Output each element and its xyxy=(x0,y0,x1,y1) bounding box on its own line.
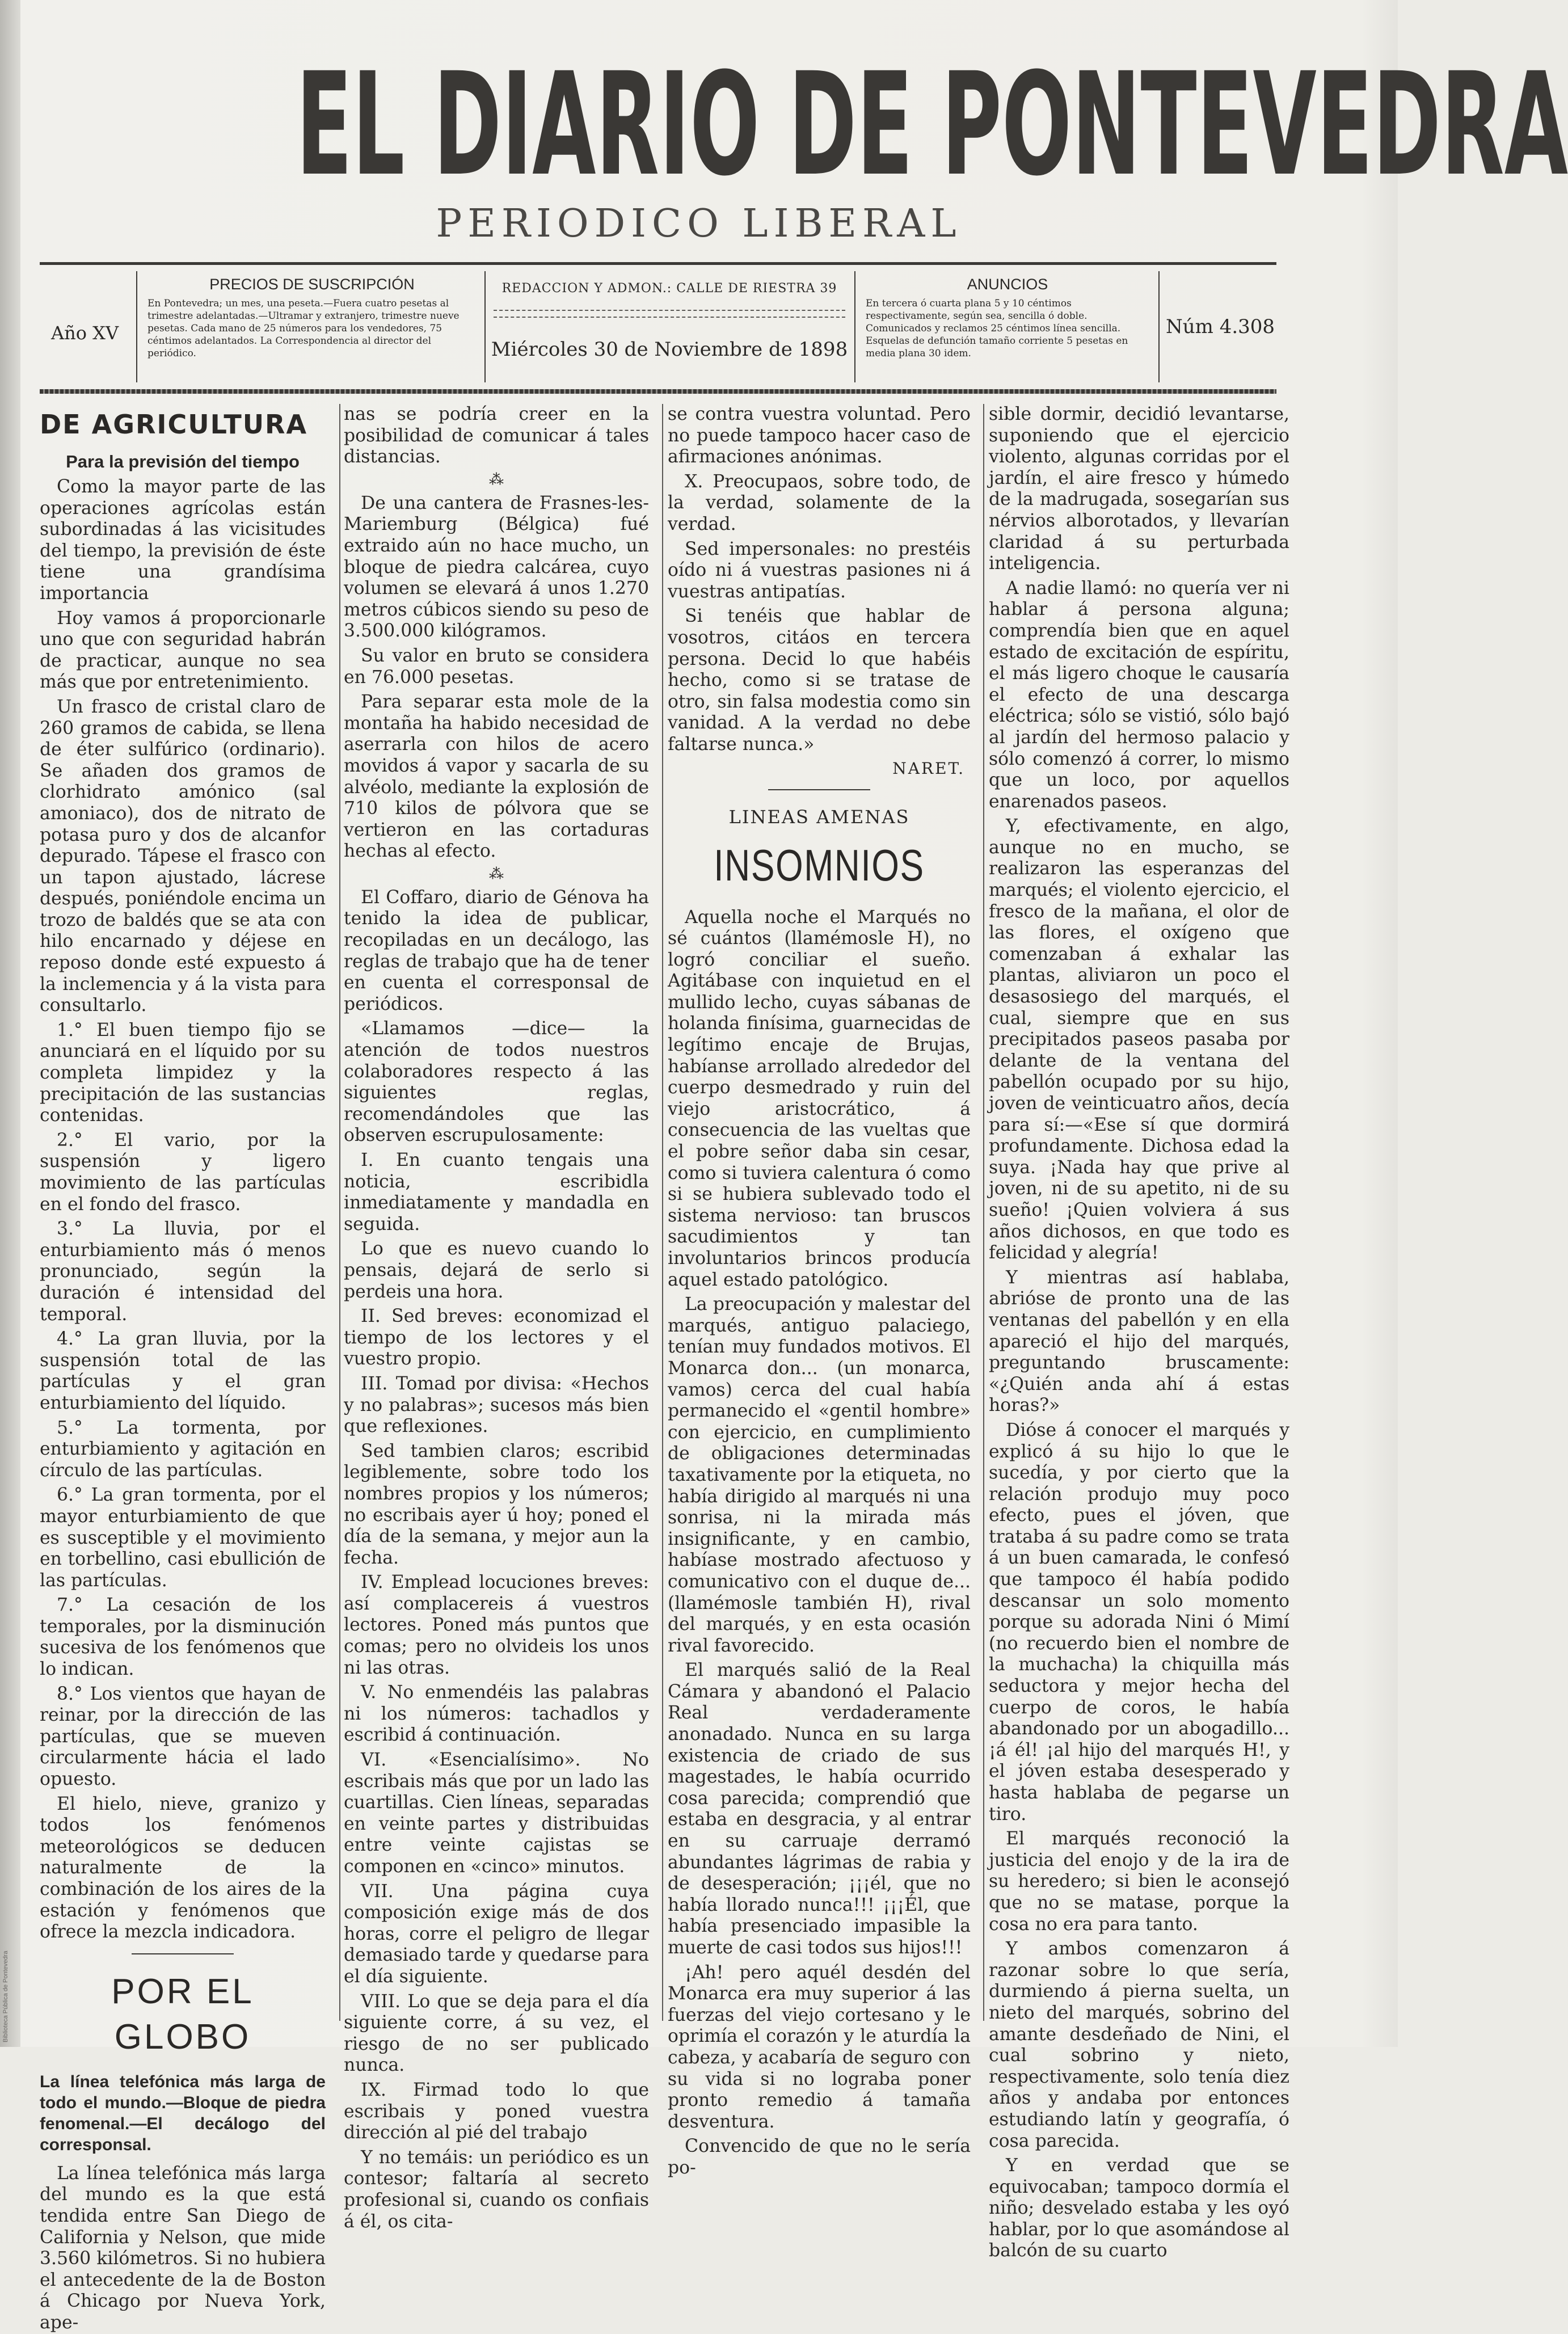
paragraph: «Llamamos —dice— la atención de todos nuestros colaboradores respecto á las siguientes reglas, recomendándoles que las observen escrupulosamente: xyxy=(344,1018,649,1146)
dashed-rule xyxy=(494,317,845,318)
paragraph: V. No enmendéis las palabras ni los números: tachadlos y escribid á continuación. xyxy=(344,1682,649,1746)
column-3 xyxy=(668,404,971,2178)
paragraph: III. Tomad por divisa: «Hechos y no palabras»; sucesos más bien que reflexiones. xyxy=(344,1373,649,1437)
paragraph: Y en verdad que se equivocaban; tampoco dormía el niño; desvelado estaba y les oyó hablar, por lo que asomándose al balcón de su cuarto xyxy=(989,2155,1289,2261)
column-2 xyxy=(344,404,649,2232)
paragraph: ¡Ah! pero aquél desdén del Monarca era muy superior á las fuerzas del viejo cortesano y le oprimía el corazón y le aturdía la cabeza, y acabaría de seguro con su vida si no lograba poner pronto remedio á tamaña desventura. xyxy=(668,1962,971,2132)
masthead-subtitle: PERIODICO LIBERAL xyxy=(436,201,962,246)
globo-heading: POR EL GLOBO xyxy=(111,1971,254,2057)
paragraph: nas se podría creer en la posibilidad de comunicar á tales distancias. xyxy=(344,404,649,467)
ornamental-rule xyxy=(40,389,1276,394)
decalogue-rules xyxy=(344,1150,649,2232)
editorial-address: REDACCION Y ADMON.: CALLE DE RIESTRA 39 xyxy=(501,281,837,296)
paragraph: Y, efectivamente, en algo, aunque no en mucho, se realizaron las esperanzas del marqués; el violento ejercicio, el fresco de la mañana, el olor de las flores, el oxígeno que comenzaban á exhalar las plantas, aliviaron un poco el desasosiego del marqués, el cual, siempre que en sus precipitados paseos pasaba por delante de la ventana del pabellón ocupado por su hijo, joven de veinticuatro años, decía para sí:—«Ese sí que dormirá profundamente. Dichosa edad la suya. ¡Nada hay que prive al joven, ni de su apetito, ni de su sueño! ¡Quien volviera á sus años dichosos, en que todo es felicidad y alegría! xyxy=(989,816,1289,1263)
paragraph: Para separar esta mole de la montaña ha habido necesidad de aserrarla con hilos de acero movidos á vapor y sacarla de su alvéolo, mediante la explosión de 710 kilos de pólvora que se vertieron en las cortaduras hechas al efecto. xyxy=(344,692,649,862)
top-rule xyxy=(40,262,1276,265)
paragraph: Si tenéis que hablar de vosotros, citáos en tercera persona. Decid lo que habéis hecho, como si se tratase de otro, sin falsa modestia como sin vanidad. A la verdad no debe faltarse nunca.» xyxy=(668,606,971,755)
paragraph: El marqués reconoció la justicia del enojo y de la ira de su heredero; si bien le aconsejó que no se matase, porque la cosa no era para tanto. xyxy=(989,1829,1289,1935)
paragraph: A nadie llamó: no quería ver ni hablar á persona alguna; comprendía bien que en aquel estado de excitación de espíritu, el más ligero choque le causaría el efecto de una descarga eléctrica; sólo se vistió, sólo bajó al jardín del hermoso palacio y sólo comenzó á correr, lo mismo que un loco, por aquellos enarenados paseos. xyxy=(989,578,1289,812)
dashed-rule xyxy=(494,310,845,311)
paragraph: X. Preocupaos, sobre todo, de la verdad, solamente de la verdad. xyxy=(668,471,971,534)
insomnios-title: INSOMNIOS xyxy=(714,840,925,890)
masthead-title: EL DIARIO DE PONTEVEDRA xyxy=(296,42,1568,207)
paragraph: Un frasco de cristal claro de 260 gramos de cabida, se llena de éter sulfúrico (ordinario). Se añaden dos gramos de clorhidrato amónico (sal amoniaco), dos de nitrato de potasa puro y dos de alcanfor depurado. Tápese el frasco con un tapon ajustado, lácrese después, poniéndole encima un trozo de baldés que se ata con hilo encarnado y déjese en reposo donde esté expuesto á la inclemencia y á la vista para consultarlo. xyxy=(40,696,326,1016)
masthead xyxy=(34,42,1568,207)
paragraph: Su valor en bruto se considera en 76.000 pesetas. xyxy=(344,645,649,688)
paragraph: VIII. Lo que se deja para el día siguiente corre, á su vez, el riesgo de no ser publicado nunca. xyxy=(344,1991,649,2076)
info-divider xyxy=(1158,271,1160,382)
column-1 xyxy=(40,404,326,2333)
paragraph: De una cantera de Frasnes-les-Mariemburg (Bélgica) fué extraido aún no hace mucho, un bloque de piedra calcárea, cuyo volumen se elevará á unos 1.270 metros cúbicos siendo su peso de 3.500.000 kilógramos. xyxy=(344,492,649,642)
paragraph: Aquella noche el Marqués no sé cuántos (llamémosle H), no logró conciliar el sueño. Agitábase con inquietud en el mullido lecho, cuyas sábanas de holanda finísima, guarnecidas de legítimo encaje de Brujas, habíanse arrollado alrededor del cuerpo desmedrado y ruin del viejo aristocrático, á consecuencia de las vueltas que el pobre señor daba sin cesar, como si tuviera calentura ó como si se hubiera sublevado todo el sistema nervioso: tan bruscos sacudimientos y tan involuntarios brincos producía aquel estado patológico. xyxy=(668,907,971,1290)
column-4 xyxy=(989,404,1289,2261)
info-divider xyxy=(854,271,855,382)
globo-paragraph: La línea telefónica más larga del mundo es la que está tendida entre San Diego de California y Nelson, que mide 3.560 kilómetros. Si no hubiera el antecedente de la de Boston á Chicago por Nueva York, ape- xyxy=(40,2163,326,2333)
subscription-text: En Pontevedra; un mes, una peseta.—Fuera cuatro pesetas al trimestre adelantadas.—Ultramar y extranjero, trimestre nueve pesetas. Cada mano de 25 números para los vendedores, 75 céntimos adelantados. La Correspondencia al director del periódico. xyxy=(147,298,460,359)
paragraph: VI. «Esencialísimo». No escribais más que por un lado las cuartillas. Cien líneas, separadas en veinte partes y distribuidas entre veinte cajistas se componen en «cinco» minutos. xyxy=(344,1750,649,1877)
paragraph: Hoy vamos á proporcionarle uno que con seguridad habrán de practicar, aunque no sea más que por entretenimiento. xyxy=(40,608,326,693)
info-divider xyxy=(136,271,137,382)
paragraph: El Coffaro, diario de Génova ha tenido la idea de publicar, recopiladas en un decálogo, las reglas de trabajo que ha de tener en cuenta el corresponsal de periódicos. xyxy=(344,887,649,1014)
info-divider xyxy=(484,271,486,382)
paragraph: Sed impersonales: no prestéis oído ni á vuestras pasiones ni á vuestras antipatías. xyxy=(668,538,971,602)
agriculture-article xyxy=(40,477,326,1943)
ads-text: En tercera ó cuarta plana 5 y 10 céntimos respectivamente, según sea, sencilla ó doble. Comunicados y reclamos 25 céntimos línea sencilla. Esquelas de defunción tamaño corriente 5 pesetas en media plana 30 idem. xyxy=(866,298,1128,359)
issue-date: Miércoles 30 de Noviembre de 1898 xyxy=(491,338,848,361)
paragraph: 2.° El vario, por la suspensión y ligero movimiento de las partículas en el fondo del frasco. xyxy=(40,1130,326,1215)
paragraph: Sed tambien claros; escribid legiblemente, sobre todo los nombres propios y los números; no escribais ayer ú hoy; poned el día de la semana, y mejor aun la fecha. xyxy=(344,1440,649,1568)
paragraph: Convencido de que no le sería po- xyxy=(668,2136,971,2178)
paragraph: Y ambos comenzaron á razonar sobre lo que sería, durmiendo á pierna suelta, un nieto del marqués, sobrino del amante desdeñado de Nini, el cual sobrino y nieto, respectivamente, solo tenía diez años y andaba por entonces estudiando latín y geografía, ó cosa parecida. xyxy=(989,1939,1289,2151)
insomnios-story xyxy=(668,907,971,2179)
column-rule xyxy=(339,404,340,2021)
paragraph: Como la mayor parte de las operaciones agrícolas están subordinadas á las vicisitudes del tiempo, la previsión de éste tiene una grandísima importancia xyxy=(40,477,326,604)
paragraph: Y mientras así hablaba, abrióse de pronto una de las ventanas del pabellón y en ella apareció el hijo del marqués, preguntando bruscamente: «¿Quién anda ahí á estas horas?» xyxy=(989,1267,1289,1416)
section-divider xyxy=(132,1953,234,1954)
paragraph: Lo que es nuevo cuando lo pensais, dejará de serlo si perdeis una hora. xyxy=(344,1238,649,1302)
paragraph: 6.° La gran tormenta, por el mayor enturbiamiento de que es susceptible y el movimiento en torbellino, casi ebullición de las partículas. xyxy=(40,1485,326,1591)
paragraph: El hielo, nieve, granizo y todos los fenómenos meteorológicos se deducen naturalmente de la combinación de los aires de la estación y fenómenos que ofrece la mezcla indicadora. xyxy=(40,1793,326,1943)
paragraph: VII. Una página cuya composición exige más de dos horas, corre el peligro de llegar demasiado tarde y quedarse para el día siguiente. xyxy=(344,1881,649,1987)
agriculture-heading: DE AGRICULTURA xyxy=(40,409,308,440)
paragraph: I. En cuanto tengais una noticia, escribidla inmediatamente y mandadla en seguida. xyxy=(344,1150,649,1235)
insomnios-continued xyxy=(989,404,1289,2262)
paragraph: 7.° La cesación de los temporales, por la disminución sucesiva de los fenómenos que lo indican. xyxy=(40,1595,326,1680)
paragraph: IX. Firmad todo lo que escribais y poned vuestra dirección al pié del trabajo xyxy=(344,2079,649,2143)
paragraph: IV. Emplead locuciones breves: así complacereis á vuestros lectores. Poned más puntos que comas; pero no olvideis los unos ni las otras. xyxy=(344,1572,649,1678)
paragraph: 1.° El buen tiempo fijo se anunciará en el líquido por su completa limpidez y la precipitación de las sustancias contenidas. xyxy=(40,1019,326,1126)
lineas-amenas-heading: LINEAS AMENAS xyxy=(728,806,910,828)
paragraph: se contra vuestra voluntad. Pero no puede tampoco hacer caso de afirmaciones anónimas. xyxy=(668,404,971,467)
paragraph: El marqués salió de la Real Cámara y abandonó el Palacio Real verdaderamente anonadado. Nunca en su larga existencia de criado de sus magestades, le había ocurrido cosa parecida; comprendió que estaba en desgracia, y al entrar en su carruaje derramó abundantes lágrimas de rabia y de desesperación; ¡¡¡él, que no había llorado nunca!!! ¡¡¡Él, que había presenciado impasible la muerte de casi todos sus hijos!!! xyxy=(668,1660,971,1958)
section-divider xyxy=(768,789,870,790)
paragraph: Y no temáis: un periódico es un contesor; faltaría al secreto profesional si, cuando os confiais á él, os cita- xyxy=(344,2147,649,2232)
paragraph: 8.° Los vientos que hayan de reinar, por la dirección de las partículas, que se mueven circularmente hácia el lado opuesto. xyxy=(40,1683,326,1790)
issue-number: Núm 4.308 xyxy=(1166,315,1275,338)
library-credit: Biblioteca Pública de Pontevedra xyxy=(2,1950,9,2042)
column-rule xyxy=(662,404,663,2021)
paragraph: La preocupación y malestar del marqués, antiguo palaciego, tenían muy fundados motivos. El Monarca don... (un monarca, vamos) cerca del cual había permanecido el «gentil hombre» con ejercicio, en cumplimiento de obligaciones determinadas taxativamente por la etiqueta, no había dirigido al marqués ni una sonrisa, ni la mirada más insignificante, y en cambio, habíase mostrado afectuoso y comunicativo con el duque de... (llamémosle también H), rival del marqués, y en esta ocasión rival favorecido. xyxy=(668,1294,971,1656)
paragraph: 5.° La tormenta, por enturbiamiento y agitación en círculo de las partículas. xyxy=(40,1417,326,1481)
paragraph: sible dormir, decidió levantarse, suponiendo que el ejercicio violento, algunas corridas por el jardín, el aire fresco y húmedo de la madrugada, sosegarían sus nérvios alborotados, y llevarían claridad á su perturbada inteligencia. xyxy=(989,404,1289,574)
globo-subheading: La línea telefónica más larga de todo el mundo.—Bloque de piedra fenomenal.—El decálogo del corresponsal. xyxy=(40,2072,326,2154)
year-label: Año XV xyxy=(51,322,119,344)
paragraph: 4.° La gran lluvia, por la suspensión total de las partículas y el gran enturbiamiento del líquido. xyxy=(40,1329,326,1413)
info-bar xyxy=(40,271,1276,385)
paragraph: 3.° La lluvia, por el enturbiamiento más ó menos pronunciado, según la duración é intensidad del temporal. xyxy=(40,1219,326,1325)
column-rule xyxy=(983,404,984,2021)
agriculture-subheading: Para la previsión del tiempo xyxy=(66,452,300,471)
author-signature: NARET. xyxy=(892,759,965,778)
subscription-title: PRECIOS DE SUSCRIPCIÓN xyxy=(209,276,415,293)
ads-title: ANUNCIOS xyxy=(967,276,1048,293)
asterism: ⁂ xyxy=(489,865,504,883)
asterism: ⁂ xyxy=(489,471,504,488)
paragraph: Dióse á conocer el marqués y explicó á su hijo lo que le sucedía, y por cierto que la relación produjo muy poco efecto, pues el jóven, que trataba á su padre como se trata á un buen camarada, le confesó que tampoco él había podido descansar un solo momento porque su adorada Nini ó Mimí (no recuerdo bien el nombre de la muchacha) la chiquilla más seductora y mejor hecha del cuerpo de coros, le había abandonado por un abogadillo... ¡á él! ¡al hijo del marqués H!, y el jóven estaba desesperado y hasta hablaba de pegarse un tiro. xyxy=(989,1419,1289,1825)
page-fold-shadow xyxy=(0,0,20,2047)
paragraph: II. Sed breves: economizad el tiempo de los lectores y el vuestro propio. xyxy=(344,1306,649,1370)
